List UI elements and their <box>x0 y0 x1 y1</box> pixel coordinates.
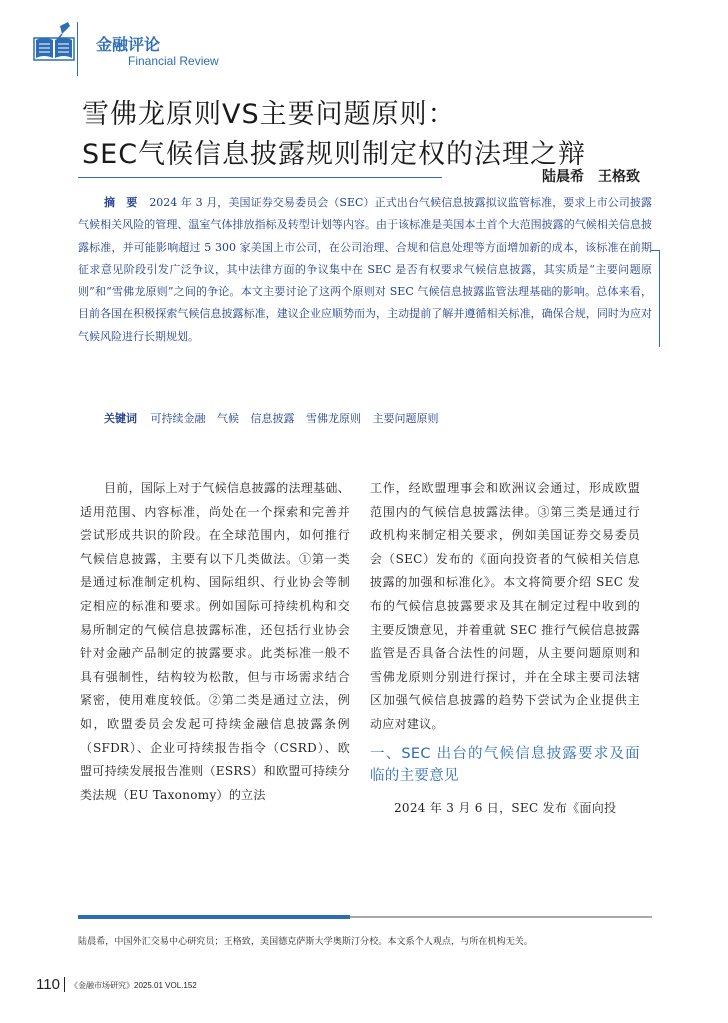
keywords-line <box>104 410 447 426</box>
keyword-item: 气候 <box>217 412 239 425</box>
header-divider <box>77 22 78 76</box>
body-column-right <box>370 477 640 820</box>
body-paragraph: 工作，经欧盟理事会和欧洲议会通过，形成欧盟范围内的气候信息披露法律。③第三类是通过行政机构来制定相关要求，例如美国证券交易委员会（SEC）发布的《面向投资者的气候相关信息披露的加强和标准化》。本文将简要介绍 SEC 发布的气候信息披露要求及其在制定过程中收到的主要反馈意见，并着重就 SEC 推行气候信息披露监管是否具备合法性的问题，从主要问题原则和雪佛龙原则分别进行探讨，并在全球主要司法辖区加强气候信息披露的趋势下尝试为企业提供主动应对建议。 <box>370 481 640 731</box>
body-column-left <box>80 477 350 807</box>
keyword-item: 可持续金融 <box>150 412 206 425</box>
abstract-text: 2024 年 3 月，美国证券交易委员会（SEC）正式出台气候信息披露拟议监管标准，要求上市公司披露气候相关风险的管理、温室气体排放指标及转型计划等内容。由于该标准是美国本土首个大范围披露的气候相关信息披露标准，并可能影响超过 5 300 家美国上市公司，在公司治理、合规和信息处理等方面增加新的成本，该标准在前期征求意见阶段引发广泛争议，其中法律方面的争议集中在 SEC 是否有权要求气候信息披露，其实质是“主要问题原则”和“雪佛龙原则”之间的争论。本文主要讨论了这两个原则对 SEC 气候信息披露监管法理基础的影响。总体来看，目前各国在积极探索气候信息披露标准，建议企业应顺势而为，主动提前了解并遵循相关标准，确保合规，同时为应对气候风险进行长期规划。 <box>78 196 653 343</box>
article-title-line1: 雪佛龙原则VS主要问题原则： <box>82 99 456 130</box>
keyword-item: 雪佛龙原则 <box>306 412 361 425</box>
body-paragraph: 目前，国际上对于气候信息披露的法理基础、适用范围、内容标准，尚处在一个探索和完善并尝试形成共识的阶段。在全球范围内，如何推行气候信息披露，主要有以下几类做法。①第一类是通过标准制定机构、国际组织、行业协会等制定相应的标准和要求。例如国际可持续机构和交易所制定的气候信息披露标准，还包括行业协会针对金融产品制定的披露要求。此类标准一般不具有强制性，结构较为松散，但与市场需求结合紧密，使用难度较低。②第二类是通过立法，例如，欧盟委员会发起可持续金融信息披露条例（SFDR）、企业可持续报告指令（CSRD）、欧盟可持续发展报告准则（ESRS）和欧盟可持续分类法规（EU Taxonomy）的立法 <box>80 481 351 802</box>
keywords-label: 关键词 <box>104 412 137 425</box>
abstract-label: 摘 要 <box>104 196 138 209</box>
abstract-block <box>78 192 652 348</box>
body-paragraph: 2024 年 3 月 6 日，SEC 发布《面向投 <box>394 800 617 815</box>
page-number: 110 <box>36 976 60 993</box>
footnote-rule-accent <box>78 915 350 919</box>
section-title-en: Financial Review <box>128 54 219 68</box>
author-footnote: 陆晨希，中国外汇交易中心研究员；王格致，美国德克萨斯大学奥斯汀分校。本文系个人观点，与所在机构无关。 <box>78 937 534 947</box>
article-authors: 陆晨希 王格致 <box>542 169 640 185</box>
page-number-divider <box>64 977 65 992</box>
keyword-item: 信息披露 <box>250 412 295 425</box>
section-heading: 一、SEC 出台的气候信息披露要求及面临的主要意见 <box>370 745 640 784</box>
open-book-icon <box>30 20 78 68</box>
title-underline <box>78 177 442 178</box>
article-title-line2: SEC气候信息披露规则制定权的法理之辩 <box>82 139 587 170</box>
journal-info: 《金融市场研究》2025.01 VOL.152 <box>70 981 197 990</box>
keyword-item: 主要问题原则 <box>372 412 439 425</box>
footnote-rule <box>350 916 652 918</box>
abstract-bracket-decoration <box>651 250 660 347</box>
section-title-cn: 金融评论 <box>96 35 161 54</box>
